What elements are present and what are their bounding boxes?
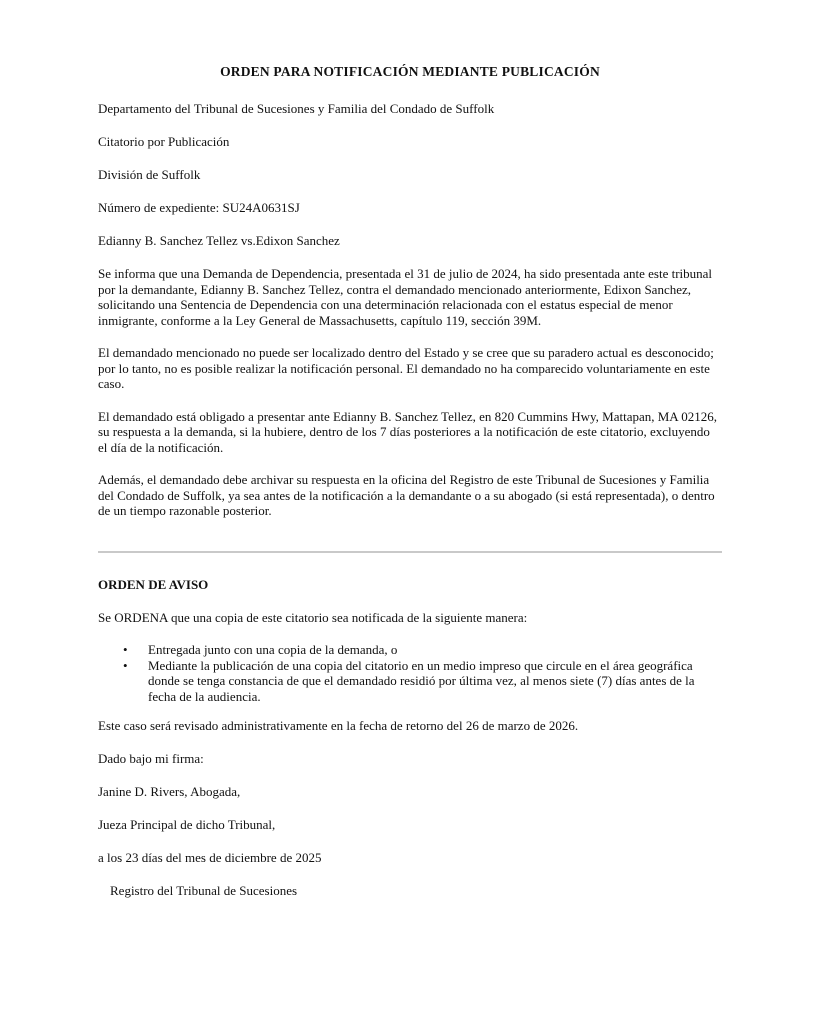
docket-number-line: Número de expediente: SU24A0631SJ — [98, 200, 300, 215]
response-requirement-paragraph: El demandado está obligado a presentar ante Edianny B. Sanchez Tellez, en 820 Cummins Hwy, Mattapan, MA 02126, su respuesta a la demanda, si la hubiere, dentro de los 7 días posteriores a la notificación de este citatorio, excluyendo el día de la notificación. — [98, 408, 717, 455]
case-caption-line: Edianny B. Sanchez Tellez vs.Edixon Sanchez — [98, 233, 340, 248]
notification-methods-list — [98, 642, 722, 704]
notification-method-item: • Entregada junto con una copia de la demanda, o — [98, 642, 722, 658]
order-intro-line: Se ORDENA que una copia de este citatorio sea notificada de la siguiente manera: — [98, 609, 528, 625]
department-line: Departamento del Tribunal de Sucesiones y Familia del Condado de Suffolk — [98, 101, 495, 116]
review-date-line: Este caso será revisado administrativamente en la fecha de retorno del 26 de marzo de 2026. — [98, 718, 579, 733]
filing-requirement-paragraph: Además, el demandado debe archivar su respuesta en la oficina del Registro de este Tribunal de Sucesiones y Familia del Condado de Suffolk, ya sea antes de la notificación a la demandante o a su abogado (si está representada), o dentro de un tiempo razonable posterior. — [98, 472, 715, 518]
judge-title-line: Jueza Principal de dicho Tribunal, — [98, 817, 276, 832]
notification-method-item: • Mediante la publicación de una copia del citatorio en un medio impreso que circule en el área geográfica donde se tenga constancia de que el demandado residió por última vez, al menos siete (7) días antes de la fecha de la audiencia. — [98, 658, 722, 705]
signature-date-line: a los 23 días del mes de diciembre de 2025 — [98, 850, 322, 865]
signature-intro-line: Dado bajo mi firma: — [98, 751, 204, 766]
whereabouts-paragraph: El demandado mencionado no puede ser localizado dentro del Estado y se cree que su paradero actual es desconocido; por lo tanto, no es posible realizar la notificación personal. El demandado no ha comparecido voluntariamente en este caso. — [98, 345, 714, 391]
division-line: División de Suffolk — [98, 167, 201, 182]
document-title: ORDEN PARA NOTIFICACIÓN MEDIANTE PUBLICACIÓN — [220, 64, 600, 79]
section-divider — [98, 551, 722, 553]
registry-line: Registro del Tribunal de Sucesiones — [110, 883, 298, 898]
citation-type-line: Citatorio por Publicación — [98, 134, 230, 149]
judge-name-line: Janine D. Rivers, Abogada, — [98, 784, 241, 799]
petition-paragraph: Se informa que una Demanda de Dependencia, presentada el 31 de julio de 2024, ha sido presentada ante este tribunal por la demandante, Edianny B. Sanchez Tellez, contra el demandado mencionado anteriormente, Edixon Sanchez, solicitando una Sentencia de Dependencia con una determinación relacionada con el estatus especial de menor inmigrante, conforme a la Ley General de Massachusetts, capítulo 119, sección 39M. — [98, 266, 713, 328]
order-section-heading: ORDEN DE AVISO — [98, 576, 209, 592]
